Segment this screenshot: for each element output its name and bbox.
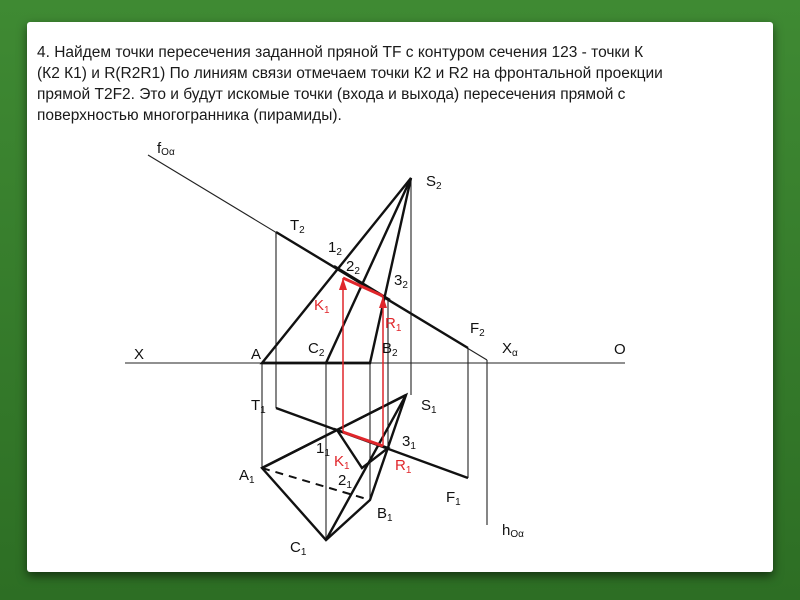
label-b2: $B_2$ <box>382 340 398 359</box>
label-k1-top: $K_1$ <box>334 453 350 472</box>
label-s2: $S_2$ <box>426 173 442 192</box>
edge-a1-b1-hidden <box>262 468 370 500</box>
label-a1: $A_1$ <box>239 467 255 486</box>
label-b1: $B_1$ <box>377 505 393 524</box>
label-c2: $C_2$ <box>308 340 325 359</box>
text-line-2: (К2 К1) и R(R2R1) По линиям связи отмечаем точки К2 и R2 на фронтальной проекции <box>37 65 663 82</box>
label-3-1: $3_1$ <box>402 433 416 452</box>
label-x: X <box>134 346 145 363</box>
label-3-2: $3_2$ <box>394 272 408 291</box>
label-c1: $C_1$ <box>290 539 307 558</box>
label-h: hOα <box>502 522 524 540</box>
label-r1-front: $R_1$ <box>385 315 402 334</box>
text-line-1: 4. Найдем точки пересечения заданной пряной TF с контуром сечения 123 - точки К <box>37 44 644 61</box>
label-t1: $T_1$ <box>251 397 266 416</box>
label-o: O <box>614 341 626 358</box>
text-line-4: поверхностью многогранника (пирамиды). <box>37 107 342 124</box>
red-segment-top <box>343 432 383 446</box>
label-x-alpha: $X_\alpha$ <box>502 340 518 359</box>
label-k1-front: $K_1$ <box>314 297 330 316</box>
label-2-1: $2_1$ <box>338 472 352 491</box>
label-2-2: $2_2$ <box>346 258 360 277</box>
label-r1-top: $R_1$ <box>395 457 412 476</box>
label-t2: $T_2$ <box>290 217 305 236</box>
label-f2: $F_2$ <box>470 320 485 339</box>
text-line-3: прямой Т2F2. Это и будут искомые точки (входа и выхода) пересечения прямой с <box>37 86 626 103</box>
label-s1: $S_1$ <box>421 397 437 416</box>
label-f: fOα <box>157 140 175 158</box>
label-a: A <box>251 346 262 363</box>
label-1-1: $1_1$ <box>316 440 330 459</box>
label-1-2: $1_2$ <box>328 239 342 258</box>
pyramid-front-projection <box>262 178 411 363</box>
slide <box>27 22 773 572</box>
projection-diagram <box>27 22 773 572</box>
label-f1: $F_1$ <box>446 489 461 508</box>
